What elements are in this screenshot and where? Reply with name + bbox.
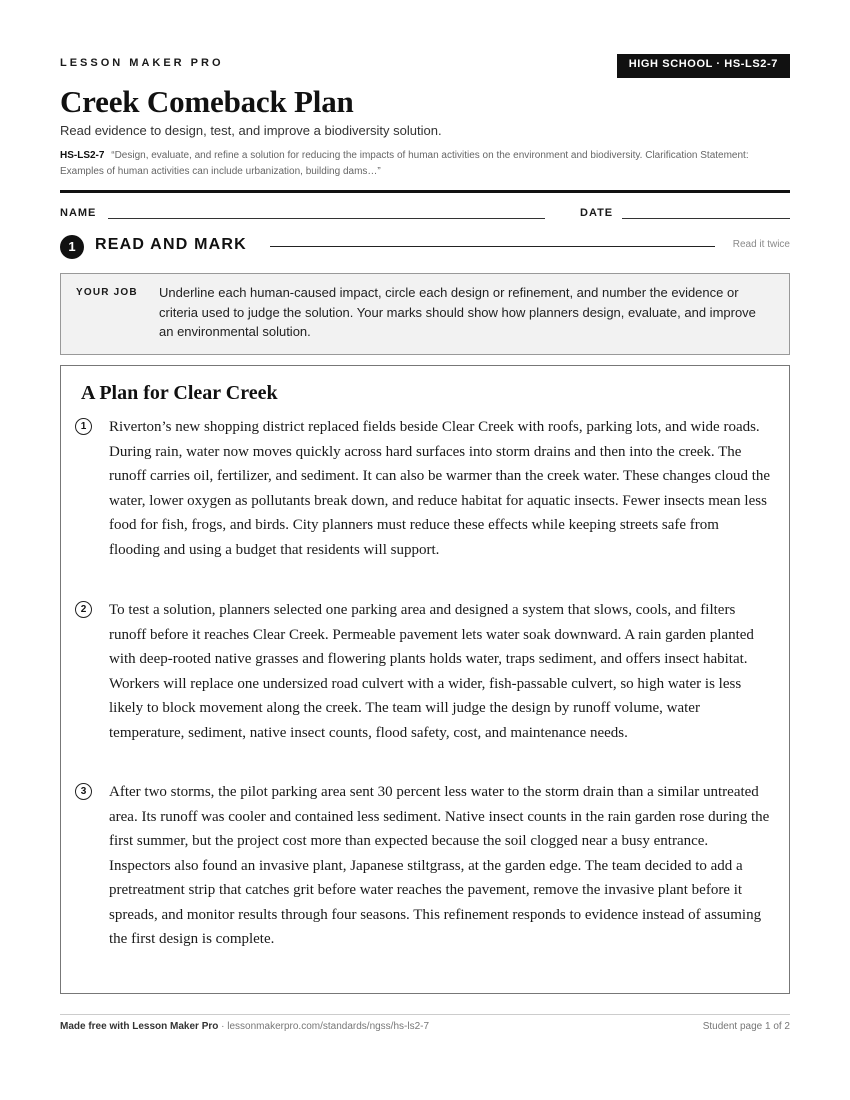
paragraph-text: After two storms, the pilot parking area sent 30 percent less water to the storm drain than a similar untreated area. Its runoff was cooler and contained less sediment. Native insect counts in the rain garden rose during the first summer, but the project cost more than expected because the soil clogged near a busy entrance. Inspectors also found an invasive plant, Japanese stiltgrass, at the garden edge. The team decided to add a pretreatment strip that catches grit before water reaches the pavement, remove the invasive plant before it spreads, and monitor results through four seasons. This refinement responds to evidence instead of assuming the first design is complete.	[109, 784, 770, 947]
page-number: Student page 1 of 2	[702, 1021, 790, 1032]
paragraph-number: 2	[75, 601, 92, 618]
section-note: Read it twice	[732, 239, 790, 250]
name-label: NAME	[60, 207, 97, 219]
section-title: READ AND MARK	[95, 236, 247, 253]
name-field[interactable]	[108, 218, 545, 219]
standard-text: “Design, evaluate, and refine a solution for reducing the impacts of human activities on the environment and biodiversity. Clarification Statement: Examples of human activities can include urbanization, building dams…”	[60, 150, 749, 177]
footer-made-with: Made free with Lesson Maker Pro	[60, 1021, 219, 1032]
header-divider	[60, 190, 790, 193]
section-divider	[270, 246, 715, 247]
standard-code: HS-LS2-7	[60, 150, 105, 161]
job-label: YOUR JOB	[76, 287, 138, 298]
footer-url[interactable]: · lessonmakerpro.com/standards/ngss/hs-ls2-7	[218, 1021, 430, 1032]
reading-passage	[60, 365, 790, 994]
paragraph-text: Riverton’s new shopping district replaced fields beside Clear Creek with roofs, parking lots, and wide roads. During rain, water now moves quickly across hard surfaces into storm drains and then into the creek. The runoff carries oil, fertilizer, and sediment. It can also be warmer than the creek water. These changes cloud the water, lower oxygen as pollutants break down, and reduce habitat for aquatic insects. Fewer insects mean less food for fish, frogs, and birds. City planners must reduce these effects while keeping streets safe from flooding and using a budget that residents will support.	[109, 419, 771, 558]
page-subtitle: Read evidence to design, test, and improve a biodiversity solution.	[60, 123, 442, 138]
section-number-badge: 1	[60, 235, 84, 259]
paragraph-text: To test a solution, planners selected one parking area and designed a system that slows, cools, and filters runoff before it reaches Clear Creek. Permeable pavement lets water soak downward. A rain garden planted with deep-rooted native grasses and flowering plants holds water, traps sediment, and offers insect habitat. Workers will replace one undersized road culvert with a wider, fish-passable culvert, so high water is less likely to block movement along the creek. The team will judge the design by runoff volume, water temperature, sediment, native insect counts, flood safety, cost, and maintenance needs.	[109, 602, 754, 741]
paragraph-number: 1	[75, 418, 92, 435]
job-instructions-box	[60, 273, 790, 355]
date-label: DATE	[580, 207, 614, 219]
brand-name: LESSON MAKER PRO	[60, 57, 224, 69]
page-title: Creek Comeback Plan	[60, 84, 354, 119]
level-badge: HIGH SCHOOL · HS-LS2-7	[617, 54, 790, 78]
standard-statement	[60, 148, 795, 180]
date-field[interactable]	[622, 218, 790, 219]
paragraph-number: 3	[75, 783, 92, 800]
job-text: Underline each human-caused impact, circle each design or refinement, and number the evidence or criteria used to judge the solution. Your marks should show how planners design, evaluate, and improve an environmental solution.	[159, 285, 756, 339]
footer-divider	[60, 1014, 790, 1015]
passage-title: A Plan for Clear Creek	[81, 382, 278, 404]
footer-credit	[60, 1021, 429, 1032]
